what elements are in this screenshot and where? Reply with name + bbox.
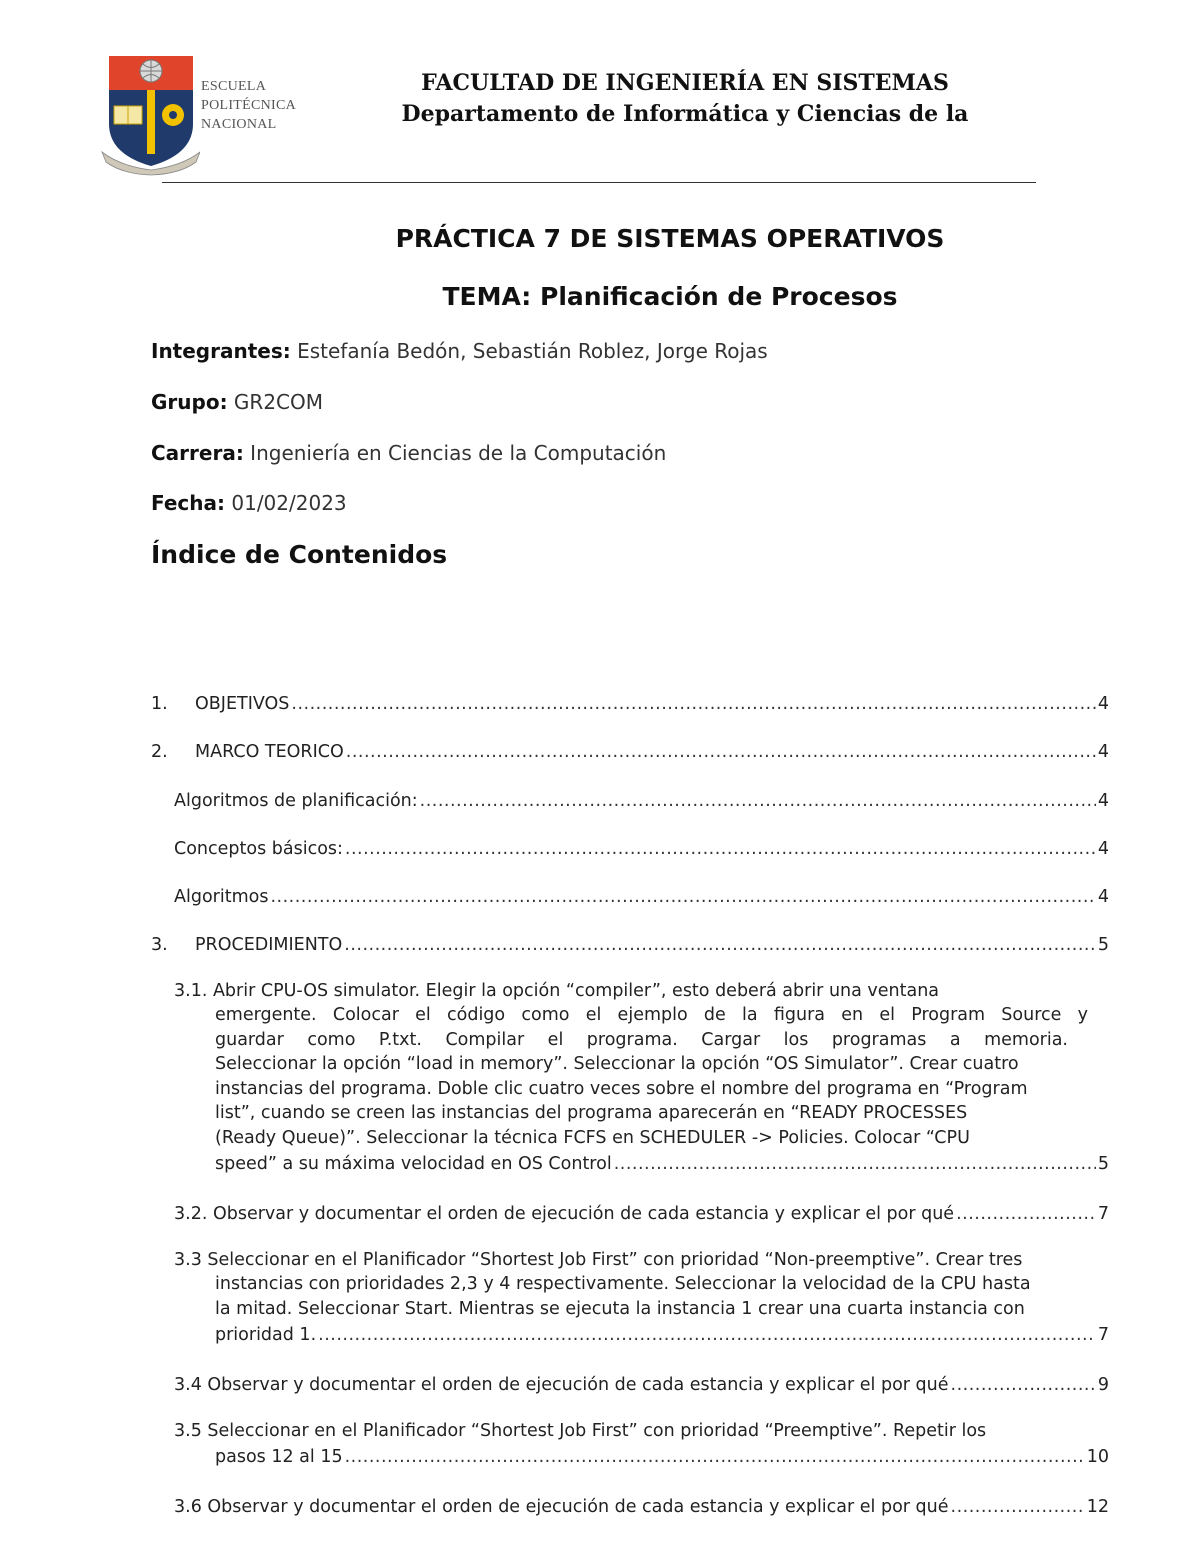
toc-leader [345,1447,1085,1467]
toc-entry-conceptos-basicos[interactable] [174,835,1109,859]
date-label: Fecha: [151,491,226,515]
toc-page: 4 [1097,694,1109,714]
toc-line: 3.3 Seleccionar en el Planificador “Shortest Job First” con prioridad “Non-preemptive”. Crear tres [174,1250,1023,1270]
toc-line: 3.5 Seleccionar en el Planificador “Shortest Job First” con prioridad “Preemptive”. Repetir los [174,1421,987,1441]
department-heading: Departamento de Informática y Ciencias de la [401,101,969,127]
toc-page: 5 [1097,935,1109,955]
toc-text: 3.4 Observar y documentar el orden de ejecución de cada estancia y explicar el por qué [174,1375,949,1395]
logo-line-2: POLITÉCNICA [201,98,297,113]
toc-text: PROCEDIMIENTO [195,935,343,955]
toc-leader [345,839,1096,859]
toc-leader [344,935,1096,955]
toc-entry-algoritmos[interactable] [174,883,1109,907]
toc-page: 4 [1097,742,1109,762]
career-label: Carrera: [151,441,244,465]
toc-page: 4 [1097,791,1109,811]
toc-leader [614,1154,1096,1174]
toc-entry-algoritmos-planificacion[interactable] [174,787,1109,811]
toc-entry-3-6[interactable] [174,1493,1109,1517]
toc-text: Conceptos básicos: [174,839,343,859]
toc-text: prioridad 1. [215,1325,317,1345]
header-rule [162,182,1036,183]
members-label: Integrantes: [151,339,291,363]
faculty-heading: FACULTAD DE INGENIERÍA EN SISTEMAS [421,70,949,96]
toc-text: speed” a su máxima velocidad en OS Control [215,1154,612,1174]
toc-line: emergente. Colocar el código como el ejemplo de la figura en el Program Source y [215,1005,1088,1025]
toc-entry-3-4[interactable] [174,1371,1109,1395]
toc-leader [291,694,1095,714]
practice-title: PRÁCTICA 7 DE SISTEMAS OPERATIVOS [395,224,945,253]
shield-emblem-icon [100,54,200,176]
toc-page: 10 [1086,1447,1109,1467]
toc-number: 3. [151,935,168,955]
toc-leader [951,1497,1085,1517]
toc-last-line [215,1443,1109,1467]
toc-text: Algoritmos [174,887,269,907]
toc-leader [420,791,1096,811]
group-label: Grupo: [151,390,228,414]
logo-line-3: NACIONAL [201,117,277,132]
date-field [151,491,347,515]
toc-entry-objetivos[interactable] [151,690,1109,714]
index-heading: Índice de Contenidos [151,540,448,569]
toc-page: 7 [1097,1204,1109,1224]
toc-line: list”, cuando se creen las instancias del programa aparecerán en “READY PROCESSES [215,1103,968,1123]
toc-page: 12 [1086,1497,1109,1517]
group-field [151,390,323,414]
career-field [151,441,666,465]
toc-page: 4 [1097,887,1109,907]
toc-entry-procedimiento[interactable] [151,931,1109,955]
toc-leader [956,1204,1096,1224]
group-value: GR2COM [227,390,324,414]
members-value: Estefanía Bedón, Sebastián Roblez, Jorge Rojas [290,339,768,363]
toc-page: 4 [1097,839,1109,859]
toc-line: Seleccionar la opción “load in memory”. Seleccionar la opción “OS Simulator”. Crear cuatro [215,1054,1019,1074]
toc-text: MARCO TEORICO [195,742,344,762]
members-field [151,339,768,363]
toc-number: 1. [151,694,168,714]
toc-last-line [215,1150,1109,1174]
toc-line: la mitad. Seleccionar Start. Mientras se ejecuta la instancia 1 crear una cuarta instancia con [215,1299,1025,1319]
toc-page: 7 [1097,1325,1109,1345]
toc-last-line [215,1321,1109,1345]
toc-text: pasos 12 al 15 [215,1447,343,1467]
toc-leader [270,887,1095,907]
toc-leader [346,742,1096,762]
toc-page: 9 [1097,1375,1109,1395]
logo-line-1: ESCUELA [201,79,267,94]
topic-subtitle: TEMA: Planificación de Procesos [442,282,898,311]
toc-text: 3.6 Observar y documentar el orden de ejecución de cada estancia y explicar el por qué [174,1497,949,1517]
career-value: Ingeniería en Ciencias de la Computación [243,441,667,465]
toc-page: 5 [1097,1154,1109,1174]
toc-text: OBJETIVOS [195,694,290,714]
toc-line: instancias del programa. Doble clic cuatro veces sobre el nombre del programa en “Program [215,1079,1028,1099]
toc-text: Algoritmos de planificación: [174,791,418,811]
toc-entry-marco-teorico[interactable] [151,738,1109,762]
toc-line: instancias con prioridades 2,3 y 4 respectivamente. Seleccionar la velocidad de la CPU hasta [215,1274,1031,1294]
date-value: 01/02/2023 [225,491,347,515]
toc-number: 2. [151,742,168,762]
toc-line: 3.1. Abrir CPU-OS simulator. Elegir la opción “compiler”, esto deberá abrir una ventana [174,981,940,1001]
toc-leader [318,1325,1096,1345]
toc-line: (Ready Queue)”. Seleccionar la técnica FCFS en SCHEDULER -> Policies. Colocar “CPU [215,1128,970,1148]
toc-entry-3-2[interactable] [174,1200,1109,1224]
toc-leader [951,1375,1096,1395]
toc-text: 3.2. Observar y documentar el orden de ejecución de cada estancia y explicar el por qué [174,1204,955,1224]
toc-line: guardar como P.txt. Compilar el programa. Cargar los programas a memoria. [215,1030,1068,1050]
